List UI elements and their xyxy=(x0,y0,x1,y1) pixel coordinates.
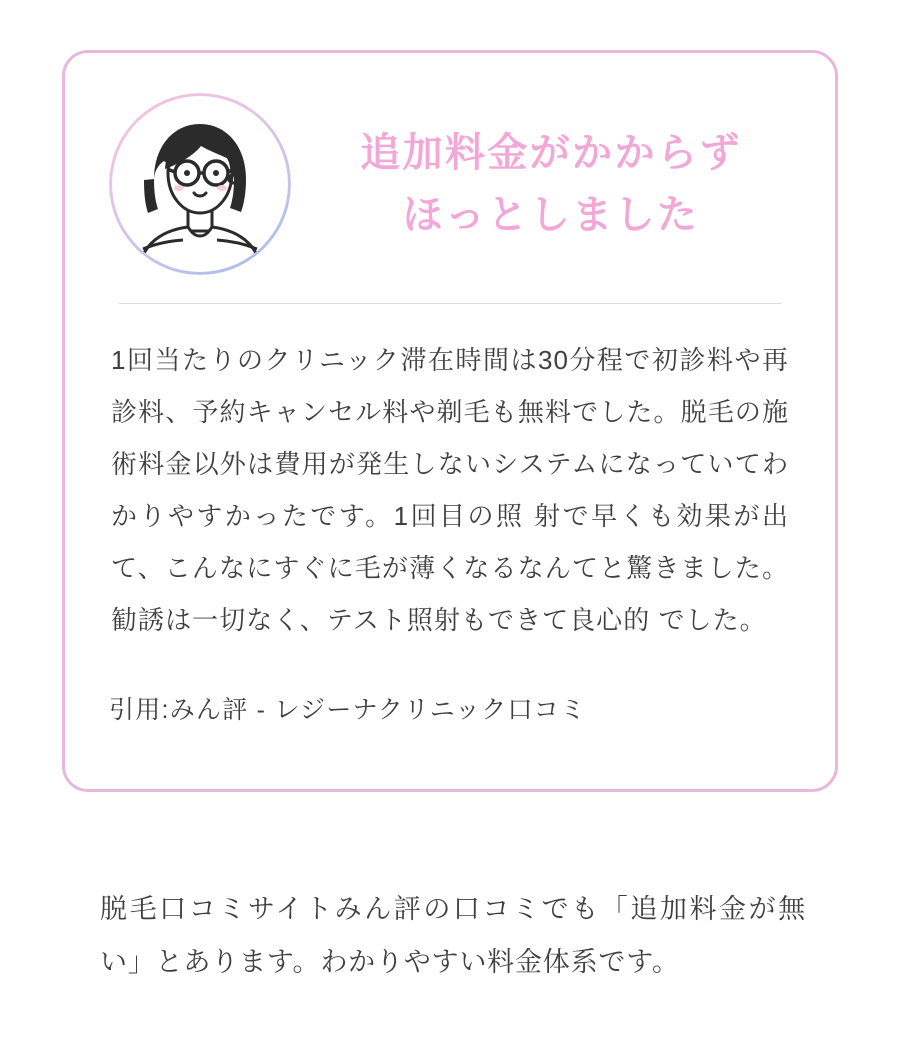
card-divider xyxy=(119,303,781,304)
caption-text: 脱毛口コミサイトみん評の口コミでも「追加料金が無い」とあります。わかりやすい料金体系です。 xyxy=(100,894,806,977)
review-card xyxy=(62,50,838,792)
review-headline-line-1: 追加料金がかからず xyxy=(360,131,742,175)
woman-illustration-icon xyxy=(109,93,291,275)
review-headline-line-2: ほっとしました xyxy=(402,193,700,237)
review-headline xyxy=(321,122,791,246)
review-body-text: 1回当たりのクリニック滞在時間は30分程で初診料や再診料、予約キャンセル料や剃毛も無料でした。脱毛の施術料金以外は費用が発生しないシステムになっていてわかりやすかったです。1回目の照 射で早くも効果が出て、こんなにすぐに毛が薄くなるなんてと驚きました。勧誘は一切なく、テスト照射もできて良心的 でした。 xyxy=(111,345,789,635)
avatar xyxy=(109,93,291,275)
review-source-citation: 引用:みん評 - レジーナクリニック口コミ xyxy=(109,696,587,724)
review-card-header xyxy=(109,93,791,297)
